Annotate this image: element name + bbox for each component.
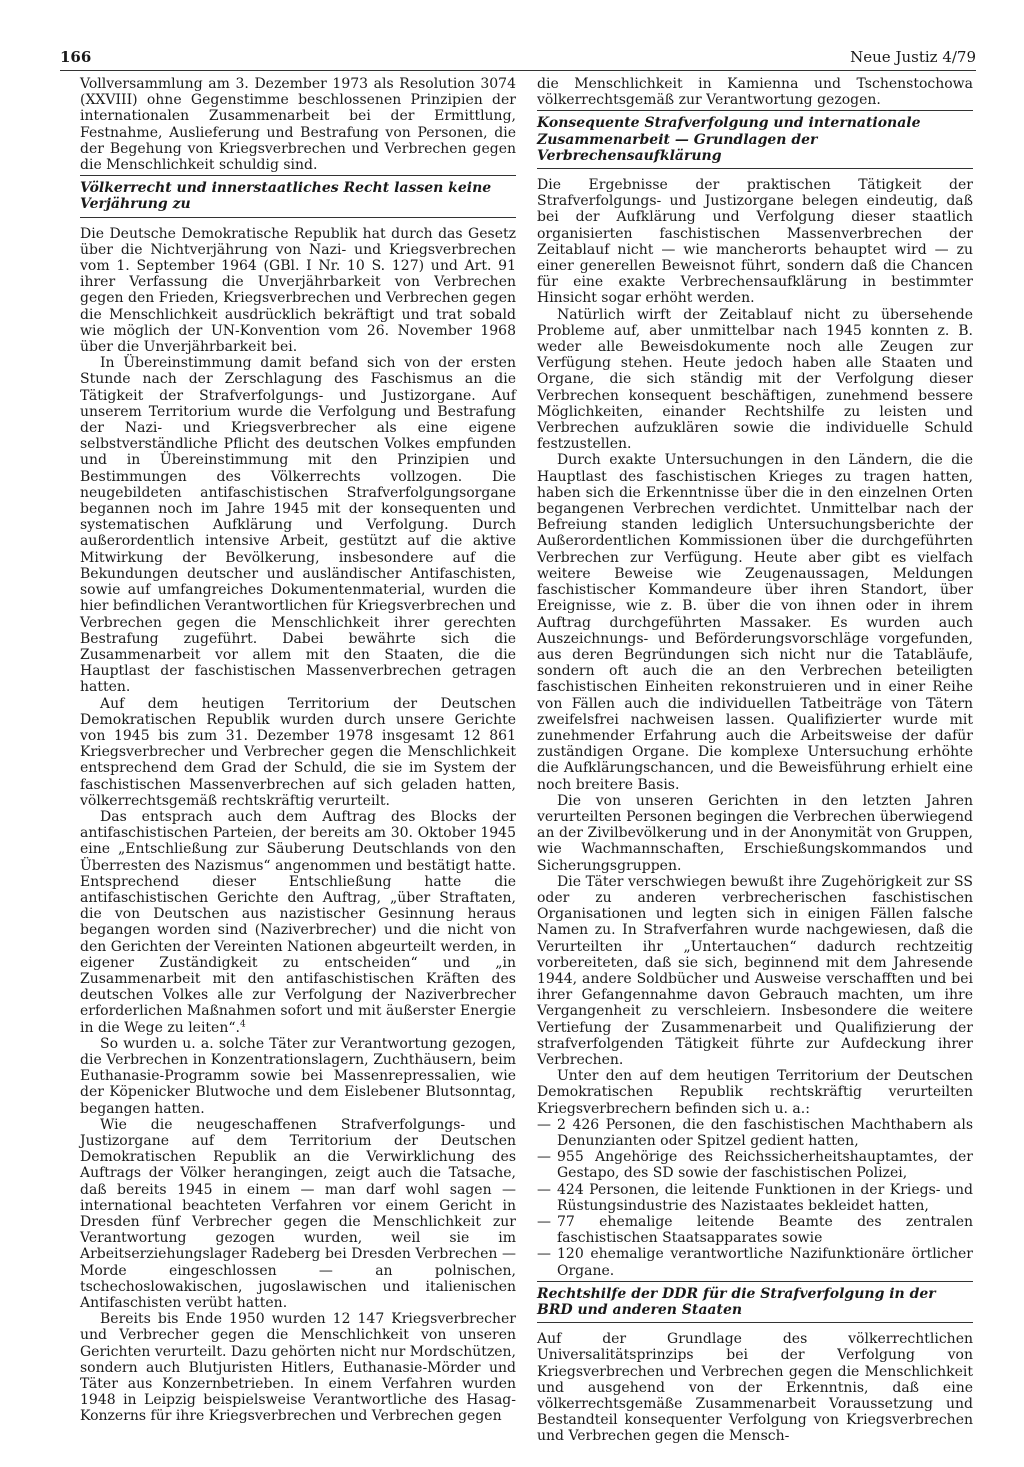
list-dash: — xyxy=(537,1214,551,1231)
paragraph: Die von unseren Gerichten in den letzten Jahren verurteilten Personen begingen die Verbrechen überwiegend an der Zivilbevölkerung und in der Anonymität von Gruppen, wie Wachmannschaften, Erschießungskommandos und Sicherungsgruppen. xyxy=(537,792,973,874)
list-dash: — xyxy=(537,1116,551,1133)
paragraph: Vollversammlung am 3. Dezember 1973 als Resolution 3074 (XXVIII) ohne Gegenstimme beschlossenen Prinzipien der internationalen Zusammenarbeit bei der Ermittlung, Festnahme, Auslieferung und Bestrafung von Personen, die der Begehung von Kriegsverbrechen und Verbrechen gegen die Menschlichkeit schuldig sind. xyxy=(80,76,516,174)
paragraph: die Menschlichkeit in Kamienna und Tschenstochowa völkerrechtsgemäß zur Verantwortung gezogen. xyxy=(537,76,973,109)
paragraph: Die Deutsche Demokratische Republik hat durch das Gesetz über die Nichtverjährung von Nazi- und Kriegsverbrechen vom 1. September 1964 (GBl. I Nr. 10 S. 127) und Art. 91 ihrer Verfassung die Unverjährbarkeit von Verbrechen gegen den Frieden, Kriegsverbrechen und Verbrechen gegen die Menschlichkeit ausdrücklich bekräftigt und trat sobald wie möglich der UN-Konvention vom 26. November 1968 über die Unverjährbarkeit bei. xyxy=(80,225,516,356)
paragraph: Die Täter verschwiegen bewußt ihre Zugehörigkeit zur SS oder zu anderen verbrecherischen faschistischen Organisationen und legten sich in einigen Fällen falsche Namen zu. In Strafverfahren wurde nachgewiesen, daß die Verurteilten ihr „Untertauchen“ dadurch rechtzeitig vorbereiteten, daß sie sich, beginnend mit dem Jahresende 1944, andere Soldbücher und Ausweise verschafften und bei ihrer Gefangennahme davon Gebrauch machten, um ihre Vergangenheit zu verschleiern. Insbesondere die weitere Vertiefung der Zusammenarbeit und Qualifizierung der strafverfolgenden Tätigkeit führte zur Aufdeckung ihrer Verbrechen. xyxy=(537,873,973,1068)
paragraph: Auf der Grundlage des völkerrechtlichen Universalitätsprinzips bei der Verfolgung von Kriegsverbrechen und Verbrechen gegen die Menschlichkeit und ausgehend von der Erkenntnis, daß eine völkerrechtsgemäße Zusammenarbeit Voraussetzung und Bestandteil konsequenter Verfolgung von Kriegsverbrechen und Verbrechen gegen die Mensch- xyxy=(537,1331,973,1445)
list-item xyxy=(537,1182,973,1214)
page-header xyxy=(60,48,976,72)
paragraph: Wie die neugeschaffenen Strafverfolgungs- und Justizorgane auf dem Territorium der Deutschen Demokratischen Republik an die Verwirklichung des Auftrags der Völker herangingen, zeigt auch die Tatsache, daß bereits 1945 in einem — man darf wohl sagen — international beachteten Verfahren vor einem Gericht in Dresden fünf Verbrecher gegen die Menschlichkeit zur Verantwortung gezogen wurden, weil sie im Arbeitserziehungslager Radeberg bei Dresden Verbrechen — Morde eingeschlossen — an polnischen, tschechoslowakischen, jugoslawischen und italienischen Antifaschisten verübt hatten. xyxy=(80,1116,516,1312)
paragraph-with-footnote xyxy=(80,809,516,1036)
list-dash: — xyxy=(537,1246,551,1263)
paragraph: In Übereinstimmung damit befand sich von der ersten Stunde nach der Zerschlagung des Faschismus an die Tätigkeit der Strafverfolgungs- und Justizorgane. Auf unserem Territorium wurde die Verfolgung und Bestrafung der Nazi- und Kriegsverbrecher als eine eigene selbstverständliche Pflicht des deutschen Volkes empfunden und in Übereinstimmung mit den Prinzipien und Bestimmungen des Völkerrechts vollzogen. Die neugebildeten antifaschistischen Strafverfolgungsorgane begannen noch im Jahre 1945 mit der konsequenten und systematischen Aufklärung und Verfolgung. Durch außerordentlich intensive Arbeit, gestützt auf die aktive Mitwirkung der Bevölkerung, insbesondere auf die Bekundungen deutscher und ausländischer Antifaschisten, sowie auf umfangreiches Dokumentenmaterial, wurden die hier befindlichen Verantwortlichen für Kriegsverbrechen und Verbrechen gegen die Menschlichkeit ihrer gerechten Bestrafung zugeführt. Dabei bewährte sich die Zusammenarbeit vor allem mit den Staaten, die die Hauptlast der faschistischen Massenverbrechen getragen hatten. xyxy=(80,355,516,696)
list-item xyxy=(537,1149,973,1181)
list-dash: — xyxy=(537,1181,551,1198)
list-dash: — xyxy=(537,1149,551,1166)
paragraph: Durch exakte Untersuchungen in den Ländern, die die Hauptlast des faschistischen Krieges zu tragen hatten, haben sich die Erkenntnisse über die in den einzelnen Orten begangenen Verbrechen verdichtet. Unmittelbar nach der Befreiung standen lediglich Untersuchungsberichte der Außerordentlichen Kommissionen über die durchgeführten Verbrechen zur Verfügung. Heute aber gibt es vielfach weitere Beweise wie Zeugenaussagen, Meldungen faschistischer Kommandeure über ihren Standort, über Ereignisse, wie z. B. über die von ihnen oder in ihrem Auftrag durchgeführten Massaker. Es wurden auch Auszeichnungs- und Beförderungsvorschläge vorgefunden, aus deren Begründungen sich nicht nur die Tatabläufe, sondern oft auch die an den Verbrechen beteiligten faschistischen Einheiten rekonstruieren und in einer Reihe von Fällen auch die individuellen Tatbeiträge von Tätern zweifelsfrei nachweisen lassen. Qualifizierter wurde mit zunehmender Erfahrung auch die Arbeitsweise der dafür zuständigen Organe. Die komplexe Untersuchung erhöhte die Aufklärungschancen, und die Beweisführung erhielt eine noch breitere Basis. xyxy=(537,452,973,793)
list-item xyxy=(537,1117,973,1149)
section-heading: Rechtshilfe der DDR für die Strafverfolgung in der BRD und anderen Staaten xyxy=(537,1281,973,1323)
paragraph-text: Das entsprach auch dem Auftrag des Blocks der antifaschistischen Parteien, der bereits am 30. Oktober 1945 eine „Entschließung zur Säuberung Deutschlands von den Überresten des Nazismus“ angenommen und bestätigt hatte. Entsprechend dieser Entschließung hatte die antifaschistischen Gerichte den Auftrag, „über Straftaten, die von Deutschen aus nazistischer Gesinnung heraus begangen worden sind (Naziverbrecher) und die nicht von den Gerichten der Vereinten Nationen abgeurteilt werden, in eigener Zuständigkeit zu entscheiden“ und „in Zusammenarbeit mit den antifaschistischen Kräften des deutschen Volkes alle zur Verfolgung der Naziverbrecher erforderlichen Maßnahmen sofort und mit äußerster Energie in die Wege zu leiten“. xyxy=(80,808,516,1036)
paragraph: So wurden u. a. solche Täter zur Verantwortung gezogen, die Verbrechen in Konzentrationslagern, Zuchthäusern, beim Euthanasie-Programm sowie bei Massenrepressalien, wie der Köpenicker Blutwoche und dem Eislebener Blutsonntag, begangen hatten. xyxy=(80,1035,516,1117)
list-item-text: 120 ehemalige verantwortliche Nazifunktionäre örtlicher Organe. xyxy=(557,1246,973,1279)
list-item xyxy=(537,1214,973,1246)
paragraph: Bereits bis Ende 1950 wurden 12 147 Kriegsverbrecher und Verbrecher gegen die Menschlichkeit von unseren Gerichten verurteilt. Dazu gehörten nicht nur Mordschützen, sondern auch Blutjuristen Hitlers, Euthanasie-Mörder und Täter aus Konzernbetrieben. In einem Verfahren wurden 1948 in Leipzig beispielsweise Verantwortliche des Hasag-Konzerns für ihre Kriegsverbrechen und Verbrechen gegen xyxy=(80,1311,516,1425)
list-item-text: 955 Angehörige des Reichssicherheitshauptamtes, der Gestapo, des SD sowie der faschistischen Polizei, xyxy=(557,1149,973,1182)
list-item-text: 2 426 Personen, die den faschistischen Machthabern als Denunzianten oder Spitzel gedient hatten, xyxy=(557,1116,973,1149)
right-column xyxy=(537,76,973,1445)
paragraph: Unter den auf dem heutigen Territorium der Deutschen Demokratischen Republik rechtskräftig verurteilten Kriegsverbrechern befinden sich u. a.: xyxy=(537,1068,973,1117)
page-number: 166 xyxy=(60,48,92,66)
left-column xyxy=(80,76,516,1425)
list-item-text: 424 Personen, die leitende Funktionen in der Kriegs- und Rüstungsindustrie des Nazistaates bekleidet hatten, xyxy=(557,1181,973,1214)
header-rule xyxy=(60,70,976,71)
list-item-text: 77 ehemalige leitende Beamte des zentralen faschistischen Staatsapparates sowie xyxy=(557,1214,973,1247)
paragraph: Auf dem heutigen Territorium der Deutschen Demokratischen Republik wurden durch unsere Gerichte von 1945 bis zum 31. Dezember 1978 insgesamt 12 861 Kriegsverbrecher und Verbrecher gegen die Menschlichkeit entsprechend dem Grad der Schuld, die sie im System der faschistischen Massenverbrechen auf sich geladen hatten, völkerrechtsgemäß rechtskräftig verurteilt. xyxy=(80,695,516,809)
convict-list xyxy=(537,1117,973,1279)
journal-issue: Neue Justiz 4/79 xyxy=(850,48,976,66)
section-heading: Konsequente Strafverfolgung und internationale Zusammenarbeit — Grundlagen der Verbrechensaufklärung xyxy=(537,110,973,169)
footnote-reference: 4 xyxy=(239,1018,246,1029)
section-heading: Völkerrecht und innerstaatliches Recht lassen keine Verjährung zu xyxy=(80,175,516,217)
paragraph: Die Ergebnisse der praktischen Tätigkeit der Strafverfolgungs- und Justizorgane belegen eindeutig, daß bei der Aufklärung und Verfolgung dieser staatlich organisierten faschistischen Massenverbrechen der Zeitablauf nicht — wie mancherorts behauptet wird — zu einer generellen Beweisnot führt, sondern daß die Chancen für eine exakte Verbrechensaufklärung in bestimmter Hinsicht sogar erhöht werden. xyxy=(537,177,973,307)
paragraph: Natürlich wirft der Zeitablauf nicht zu übersehende Probleme auf, aber unmittelbar nach 1945 konnten z. B. weder alle Beweisdokumente noch alle Zeugen zur Verfügung stehen. Heute jedoch haben alle Staaten und Organe, die sich ständig mit der Verfolgung dieser Verbrechen konsequent beschäftigen, zunehmend bessere Möglichkeiten, einander Rechtshilfe zu leisten und Verbrechen aufzuklären sowie die individuelle Schuld festzustellen. xyxy=(537,306,973,453)
list-item xyxy=(537,1246,973,1278)
